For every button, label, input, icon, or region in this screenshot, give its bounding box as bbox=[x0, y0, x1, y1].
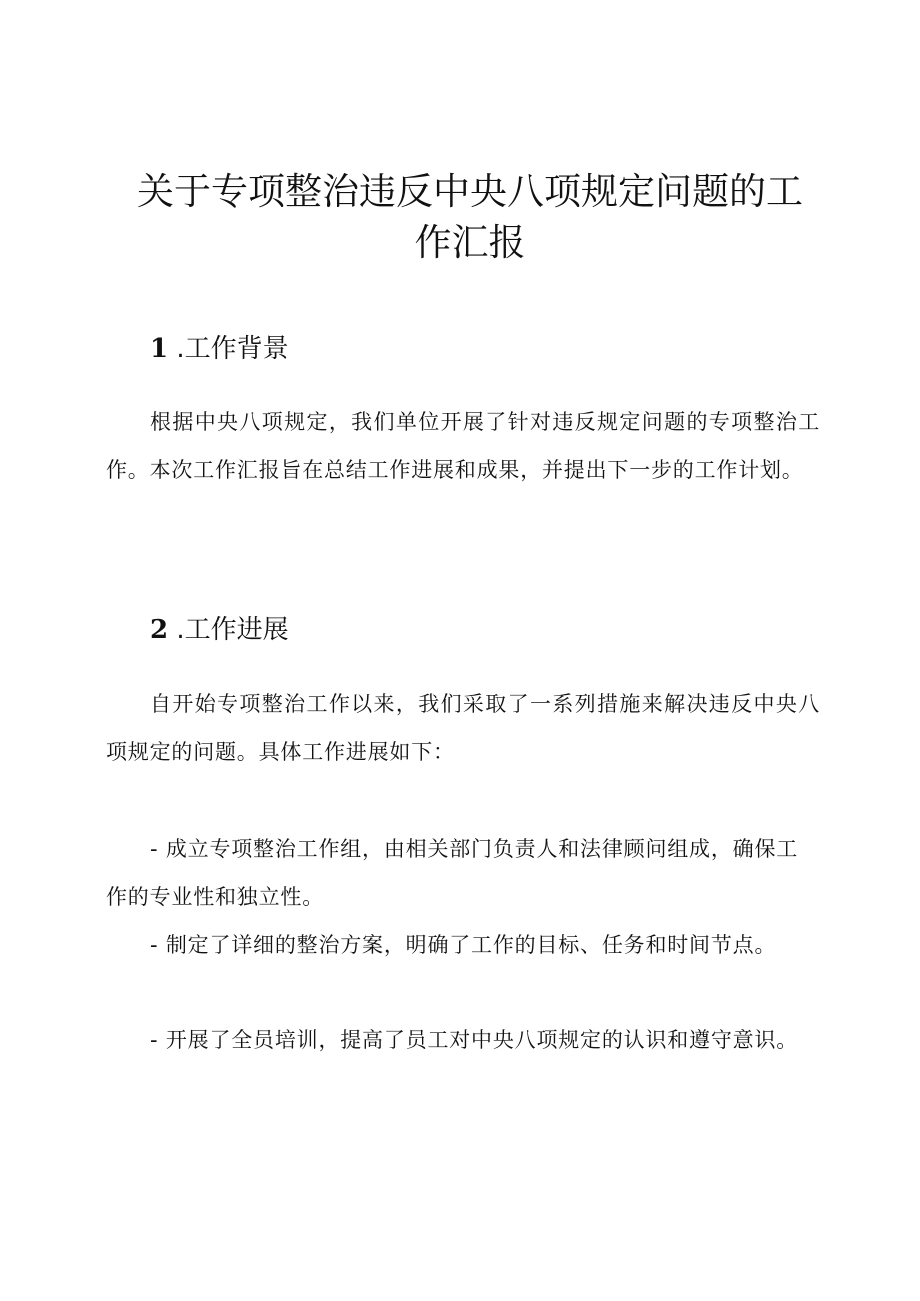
section-2-number: 2 bbox=[150, 615, 169, 645]
document-title bbox=[120, 166, 820, 268]
section-2-title: .工作进展 bbox=[176, 615, 289, 645]
section-1-heading bbox=[150, 331, 289, 367]
section-2-heading bbox=[150, 612, 289, 648]
section-1-paragraph: 根据中央八项规定，我们单位开展了针对违反规定问题的专项整治工作。本次工作汇报旨在总结工作进展和成果，并提出下一步的工作计划。 bbox=[106, 410, 820, 482]
title-line-2: 作汇报 bbox=[414, 221, 526, 264]
title-line-1: 关于专项整治违反中央八项规定问题的工 bbox=[137, 170, 803, 213]
bullet-item-3: - 开展了全员培训，提高了员工对中央八项规定的认识和遵守意识。 bbox=[150, 1028, 799, 1052]
bullet-item-1: - 成立专项整治工作组，由相关部门负责人和法律顾问组成，确保工作的专业性和独立性。 bbox=[106, 837, 799, 909]
section-1-title: .工作背景 bbox=[176, 334, 289, 364]
section-2-paragraph: 自开始专项整治工作以来，我们采取了一系列措施来解决违反中央八项规定的问题。具体工作进展如下： bbox=[106, 692, 820, 764]
bullet-item-2: - 制定了详细的整治方案，明确了工作的目标、任务和时间节点。 bbox=[150, 933, 777, 957]
section-1-number: 1 bbox=[150, 334, 169, 364]
